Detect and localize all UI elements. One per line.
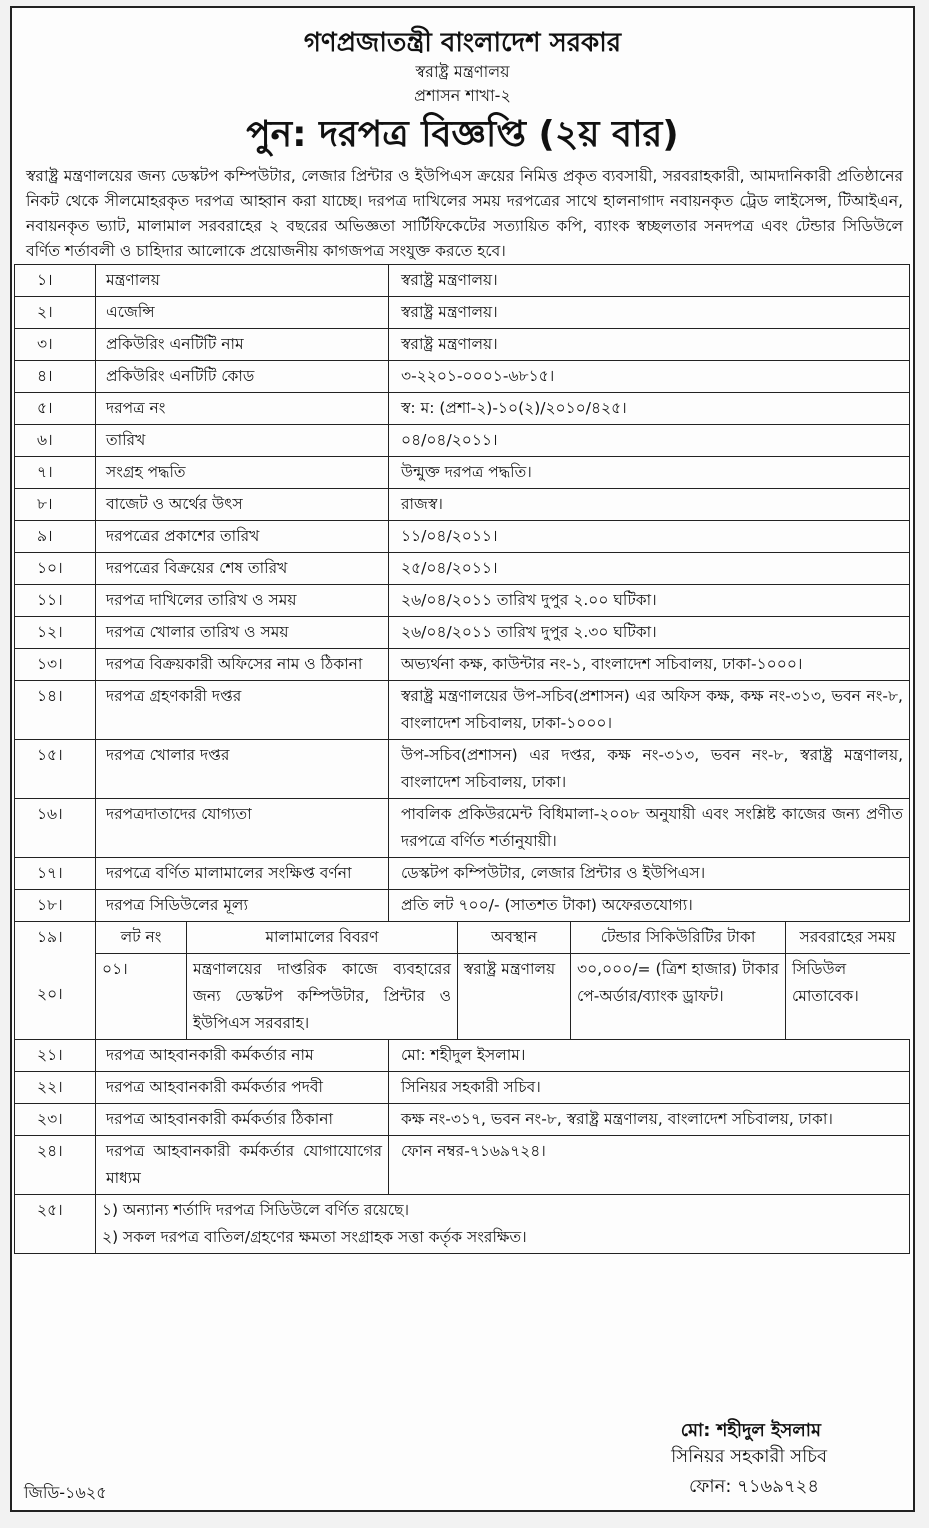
- location-col-header: অবস্থান: [458, 922, 571, 954]
- field-value: উন্মুক্ত দরপত্র পদ্ধতি।: [389, 457, 910, 489]
- serial-number: ৯।: [15, 521, 96, 553]
- serial-number: ১৬।: [15, 799, 96, 858]
- serial-number: ১৮।: [15, 890, 96, 922]
- field-value: ২৬/০৪/২০১১ তারিখ দুপুর ২.৩০ ঘটিকা।: [389, 617, 910, 649]
- serial-number: [15, 922, 96, 1040]
- field-label: তারিখ: [96, 425, 389, 457]
- description-col-header: মালামালের বিবরণ: [187, 922, 458, 954]
- field-value: প্রতি লট ৭০০/- (সাতশত টাকা) অফেরতযোগ্য।: [389, 890, 910, 922]
- detail-row: [15, 553, 910, 585]
- detail-row: [15, 617, 910, 649]
- lot-header-serial: ১৯।: [37, 928, 63, 946]
- field-label: দরপত্রদাতাদের যোগ্যতা: [96, 799, 389, 858]
- field-label: দরপত্র খোলার তারিখ ও সময়: [96, 617, 389, 649]
- field-label: দরপত্র খোলার দপ্তর: [96, 740, 389, 799]
- note-item: ২) সকল দরপত্র বাতিল/গ্রহণের ক্ষমতা সংগ্রাহক সত্তা কর্তৃক সংরক্ষিত।: [102, 1228, 527, 1246]
- field-value: কক্ষ নং-৩১৭, ভবন নং-৮, স্বরাষ্ট্র মন্ত্রণালয়, বাংলাদেশ সচিবালয়, ঢাকা।: [389, 1104, 910, 1136]
- serial-number: ১৩।: [15, 649, 96, 681]
- note-item: ১) অন্যান্য শর্তাদি দরপত্র সিডিউলে বর্ণিত রয়েছে।: [102, 1201, 410, 1219]
- notes-cell: [96, 1195, 910, 1254]
- detail-row: [15, 297, 910, 329]
- detail-row: [15, 265, 910, 297]
- serial-number: ২।: [15, 297, 96, 329]
- serial-number: ১০।: [15, 553, 96, 585]
- serial-number: ১৭।: [15, 858, 96, 890]
- serial-number: ৭।: [15, 457, 96, 489]
- field-value: স্বরাষ্ট্র মন্ত্রণালয়ের উপ-সচিব(প্রশাসন) এর অফিস কক্ষ, কক্ষ নং-৩১৩, ভবন নং-৮, বাংলাদেশ সচিবালয়, ঢাকা-১০০০।: [389, 681, 910, 740]
- signatory-designation: সিনিয়র সহকারী সচিব: [671, 1446, 827, 1467]
- field-value: ২৬/০৪/২০১১ তারিখ দুপুর ২.০০ ঘটিকা।: [389, 585, 910, 617]
- detail-row: [15, 1136, 910, 1195]
- lot-security: ৩০,০০০/= (ত্রিশ হাজার) টাকার পে-অর্ডার/ব্যাংক ড্রাফট।: [571, 954, 786, 1040]
- detail-row: [15, 489, 910, 521]
- detail-row: [15, 1040, 910, 1072]
- serial-number: ২১।: [15, 1040, 96, 1072]
- field-label: দরপত্র আহবানকারী কর্মকর্তার ঠিকানা: [96, 1104, 389, 1136]
- field-label: এজেন্সি: [96, 297, 389, 329]
- header: [12, 8, 913, 162]
- lot-number: ০১।: [96, 954, 187, 1040]
- gd-code: জিডি-১৬২৫: [24, 1483, 107, 1502]
- field-label: প্রকিউরিং এনটিটি নাম: [96, 329, 389, 361]
- serial-number: ৩।: [15, 329, 96, 361]
- field-value: স্বরাষ্ট্র মন্ত্রণালয়।: [389, 297, 910, 329]
- notice-title: পুন: দরপত্র বিজ্ঞপ্তি (২য় বার): [246, 114, 679, 155]
- field-label: প্রকিউরিং এনটিটি কোড: [96, 361, 389, 393]
- detail-row: [15, 457, 910, 489]
- serial-number: ১৫।: [15, 740, 96, 799]
- field-value: স্ব: ম: (প্রশা-২)-১০(২)/২০১০/৪২৫।: [389, 393, 910, 425]
- signatory-phone: ফোন: ৭১৬৯৭২৪: [688, 1476, 819, 1497]
- field-value: মো: শহীদুল ইসলাম।: [389, 1040, 910, 1072]
- serial-number: ২২।: [15, 1072, 96, 1104]
- detail-row: [15, 1072, 910, 1104]
- field-value: সিনিয়র সহকারী সচিব।: [389, 1072, 910, 1104]
- security-col-header: টেন্ডার সিকিউরিটির টাকা: [571, 922, 786, 954]
- serial-number: ৮।: [15, 489, 96, 521]
- lot-header-row: [15, 922, 910, 1040]
- field-label: দরপত্র দাখিলের তারিখ ও সময়: [96, 585, 389, 617]
- footer: [12, 1410, 913, 1510]
- field-value: স্বরাষ্ট্র মন্ত্রণালয়।: [389, 265, 910, 297]
- detail-row: [15, 740, 910, 799]
- detail-row: [15, 329, 910, 361]
- serial-number: ২৪।: [15, 1136, 96, 1195]
- detail-row: [15, 425, 910, 457]
- serial-number: ৪।: [15, 361, 96, 393]
- serial-number: ১।: [15, 265, 96, 297]
- field-value: ০৪/০৪/২০১১।: [389, 425, 910, 457]
- field-label: দরপত্র সিডিউলের মূল্য: [96, 890, 389, 922]
- field-value: পাবলিক প্রকিউরমেন্ট বিধিমালা-২০০৮ অনুযায়ী এবং সংশ্লিষ্ট কাজের জন্য প্রণীত দরপত্রে বর্ণিত শর্তানুযায়ী।: [389, 799, 910, 858]
- field-label: মন্ত্রণালয়: [96, 265, 389, 297]
- field-value: ফোন নম্বর-৭১৬৯৭২৪।: [389, 1136, 910, 1195]
- serial-number: ৫।: [15, 393, 96, 425]
- field-label: দরপত্র আহবানকারী কর্মকর্তার পদবী: [96, 1072, 389, 1104]
- field-value: উপ-সচিব(প্রশাসন) এর দপ্তর, কক্ষ নং-৩১৩, ভবন নং-৮, স্বরাষ্ট্র মন্ত্রণালয়, বাংলাদেশ সচিবালয়, ঢাকা।: [389, 740, 910, 799]
- field-label: দরপত্রের বিক্রয়ের শেষ তারিখ: [96, 553, 389, 585]
- serial-number: ২৫।: [15, 1195, 96, 1254]
- serial-number: ৬।: [15, 425, 96, 457]
- branch-name: প্রশাসন শাখা-২: [414, 86, 511, 105]
- lot-description: মন্ত্রণালয়ের দাপ্তরিক কাজে ব্যবহারের জন্য ডেস্কটপ কম্পিউটার, প্রিন্টার ও ইউপিএস সরবরাহ।: [187, 954, 458, 1040]
- lot-row-serial-visible: ২০।: [37, 985, 63, 1003]
- detail-row: [15, 681, 910, 740]
- field-label: সংগ্রহ পদ্ধতি: [96, 457, 389, 489]
- government-name: গণপ্রজাতন্ত্রী বাংলাদেশ সরকার: [303, 28, 622, 58]
- field-value: অভ্যর্থনা কক্ষ, কাউন্টার নং-১, বাংলাদেশ সচিবালয়, ঢাকা-১০০০।: [389, 649, 910, 681]
- serial-number: ১২।: [15, 617, 96, 649]
- field-value: ডেস্কটপ কম্পিউটার, লেজার প্রিন্টার ও ইউপিএস।: [389, 858, 910, 890]
- field-value: রাজস্ব।: [389, 489, 910, 521]
- lot-col-header: লট নং: [96, 922, 187, 954]
- serial-number: ১১।: [15, 585, 96, 617]
- intro-paragraph: স্বরাষ্ট্র মন্ত্রণালয়ের জন্য ডেস্কটপ কম্পিউটার, লেজার প্রিন্টার ও ইউপিএস ক্রয়ের নিমিত্ত প্রকৃত ব্যবসায়ী, সরবরাহকারী, আমদানিকারী প্রতিষ্ঠানের নিকট থেকে সীলমোহরকৃত দরপত্র আহ্বান করা যাচ্ছে। দরপত্র দাখিলের সময় দরপত্রের সাথে হালনাগাদ নবায়নকৃত ট্রেড লাইসেন্স, টিআইএন, নবায়নকৃত ভ্যাট, মালামাল সরবরাহের ২ বছরের অভিজ্ঞতা সার্টিফিকেটের সত্যায়িত কপি, ব্যাংক স্বচ্ছলতার সনদপত্র এবং টেন্ডার সিডিউলে বর্ণিত শর্তাবলী ও চাহিদার আলোকে প্রয়োজনীয় কাগজপত্র সংযুক্ত করতে হবে।: [26, 167, 903, 260]
- ministry-name: স্বরাষ্ট্র মন্ত্রণালয়: [415, 62, 510, 81]
- field-label: বাজেট ও অর্থের উৎস: [96, 489, 389, 521]
- tender-notice: [10, 6, 915, 1512]
- lot-row: [96, 954, 910, 1040]
- field-label: দরপত্র আহবানকারী কর্মকর্তার নাম: [96, 1040, 389, 1072]
- field-label: দরপত্রের প্রকাশের তারিখ: [96, 521, 389, 553]
- serial-number: ১৪।: [15, 681, 96, 740]
- field-value: ১১/০৪/২০১১।: [389, 521, 910, 553]
- detail-row: [15, 585, 910, 617]
- detail-row: [15, 799, 910, 858]
- field-value: ৩-২২০১-০০০১-৬৮১৫।: [389, 361, 910, 393]
- tender-details-table: [14, 264, 910, 1254]
- signatory-name: মো: শহীদুল ইসলাম: [680, 1420, 821, 1441]
- detail-row: [15, 393, 910, 425]
- detail-row: [15, 858, 910, 890]
- lot-table: [96, 922, 910, 1039]
- field-label: দরপত্র গ্রহণকারী দপ্তর: [96, 681, 389, 740]
- detail-row: [15, 890, 910, 922]
- detail-row: [15, 1104, 910, 1136]
- detail-row: [15, 361, 910, 393]
- detail-row: [15, 649, 910, 681]
- field-label: দরপত্র বিক্রয়কারী অফিসের নাম ও ঠিকানা: [96, 649, 389, 681]
- serial-number: ২৩।: [15, 1104, 96, 1136]
- field-label: দরপত্রে বর্ণিত মালামালের সংক্ষিপ্ত বর্ণনা: [96, 858, 389, 890]
- delivery-col-header: সরবরাহের সময়: [786, 922, 910, 954]
- field-value: ২৫/০৪/২০১১।: [389, 553, 910, 585]
- detail-row: [15, 521, 910, 553]
- lot-delivery: সিডিউল মোতাবেক।: [786, 954, 910, 1040]
- lot-location: স্বরাষ্ট্র মন্ত্রণালয়: [458, 954, 571, 1040]
- field-label: দরপত্র নং: [96, 393, 389, 425]
- field-label: দরপত্র আহবানকারী কর্মকর্তার যোগাযোগের মাধ্যম: [96, 1136, 389, 1195]
- notes-row: [15, 1195, 910, 1254]
- field-value: স্বরাষ্ট্র মন্ত্রণালয়।: [389, 329, 910, 361]
